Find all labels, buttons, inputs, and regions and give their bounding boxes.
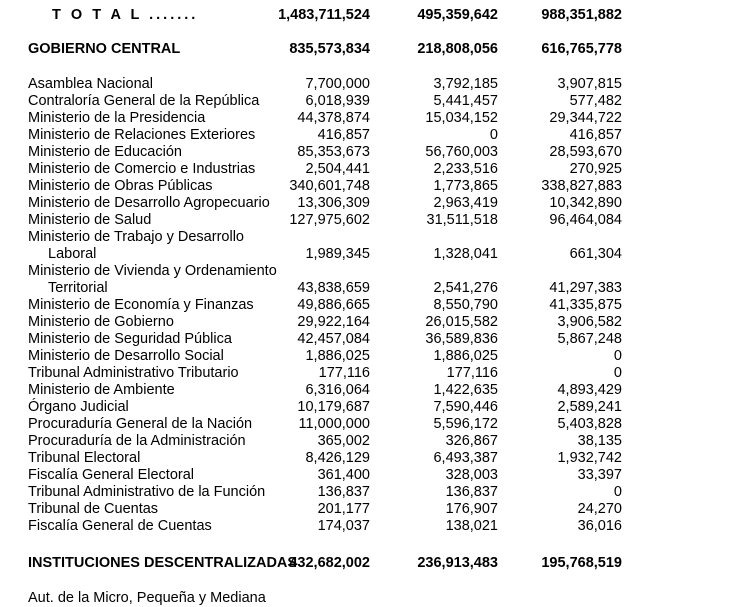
row-c2: 2,233,516 xyxy=(433,161,498,177)
table-row xyxy=(0,416,736,433)
row-c3: 4,893,429 xyxy=(557,382,622,398)
instituciones-c2: 236,913,483 xyxy=(417,555,498,571)
row-c2: 138,021 xyxy=(445,518,498,534)
row-c3: 41,335,875 xyxy=(549,297,622,313)
row-c1: 11,000,000 xyxy=(298,416,370,432)
row-c3: 96,464,084 xyxy=(549,212,622,228)
row-c1: 136,837 xyxy=(317,484,370,500)
table-row xyxy=(0,365,736,382)
table-row xyxy=(0,246,736,263)
table-row xyxy=(0,212,736,229)
row-c2: 5,441,457 xyxy=(433,93,498,109)
table-row xyxy=(0,331,736,348)
table-row xyxy=(0,195,736,212)
row-label: Ministerio de Economía y Finanzas xyxy=(28,297,254,313)
row-label: Asamblea Nacional xyxy=(28,76,153,92)
row-c1: 43,838,659 xyxy=(297,280,370,296)
row-c1: 7,700,000 xyxy=(305,76,370,92)
table-row xyxy=(0,93,736,110)
table-row xyxy=(0,144,736,161)
row-c1: 174,037 xyxy=(317,518,370,534)
row-label: Ministerio de la Presidencia xyxy=(28,110,206,126)
row-label: Ministerio de Gobierno xyxy=(28,314,174,330)
gobierno-central-row xyxy=(0,41,736,58)
row-c2: 26,015,582 xyxy=(425,314,498,330)
row-label: Fiscalía General de Cuentas xyxy=(28,518,212,534)
row-c3: 36,016 xyxy=(577,518,622,534)
row-c3: 3,906,582 xyxy=(557,314,622,330)
row-label: Procuraduría de la Administración xyxy=(28,433,246,449)
instituciones-c3: 195,768,519 xyxy=(541,555,622,571)
table-row xyxy=(0,518,736,535)
row-c2: 326,867 xyxy=(445,433,498,449)
row-c3: 0 xyxy=(613,348,622,364)
table-row xyxy=(0,467,736,484)
row-c1: 1,989,345 xyxy=(305,246,370,262)
row-c3: 38,135 xyxy=(577,433,622,449)
row-label: Laboral xyxy=(48,246,97,262)
row-c3: 24,270 xyxy=(577,501,622,517)
row-c1: 6,018,939 xyxy=(305,93,370,109)
row-c2: 176,907 xyxy=(445,501,498,517)
row-c1: 201,177 xyxy=(317,501,370,517)
row-c3: 270,925 xyxy=(569,161,622,177)
row-label: Ministerio de Educación xyxy=(28,144,182,160)
row-c2: 15,034,152 xyxy=(425,110,498,126)
row-c1: 29,922,164 xyxy=(297,314,370,330)
row-label: Tribunal Administrativo Tributario xyxy=(28,365,239,381)
row-c1: 1,886,025 xyxy=(305,348,370,364)
row-label: Tribunal Administrativo de la Función xyxy=(28,484,266,500)
row-c3: 5,403,828 xyxy=(557,416,622,432)
gobierno-central-c1: 835,573,834 xyxy=(289,41,370,57)
row-label: Contraloría General de la República xyxy=(28,93,260,109)
total-c2: 495,359,642 xyxy=(417,7,498,23)
row-c2: 8,550,790 xyxy=(433,297,498,313)
row-c3: 10,342,890 xyxy=(549,195,622,211)
row-c3: 1,932,742 xyxy=(557,450,622,466)
instituciones-label: INSTITUCIONES DESCENTRALIZADAS xyxy=(28,555,298,571)
table-row xyxy=(0,280,736,297)
row-c2: 56,760,003 xyxy=(425,144,498,160)
row-c2: 1,773,865 xyxy=(433,178,498,194)
table-row xyxy=(0,501,736,518)
row-c3: 2,589,241 xyxy=(557,399,622,415)
gobierno-central-label: GOBIERNO CENTRAL xyxy=(28,41,181,57)
row-label: Ministerio de Relaciones Exteriores xyxy=(28,127,256,143)
row-c1: 177,116 xyxy=(318,365,370,381)
table-row xyxy=(0,314,736,331)
row-c1: 361,400 xyxy=(317,467,370,483)
row-label: Territorial xyxy=(48,280,108,296)
table-row xyxy=(0,127,736,144)
row-c2: 3,792,185 xyxy=(433,76,498,92)
row-label: Ministerio de Salud xyxy=(28,212,152,228)
row-c2: 177,116 xyxy=(446,365,498,381)
total-c3: 988,351,882 xyxy=(541,7,622,23)
row-c1: 8,426,129 xyxy=(305,450,370,466)
row-c3: 5,867,248 xyxy=(557,331,622,347)
trailing-row xyxy=(0,590,736,607)
table-row xyxy=(0,161,736,178)
row-label: Tribunal Electoral xyxy=(28,450,141,466)
table-row xyxy=(0,484,736,501)
table-row xyxy=(0,263,736,280)
row-c2: 1,422,635 xyxy=(433,382,498,398)
row-c2: 31,511,518 xyxy=(426,212,498,228)
row-c1: 365,002 xyxy=(317,433,370,449)
row-c2: 2,541,276 xyxy=(433,280,498,296)
table-row xyxy=(0,76,736,93)
table-row xyxy=(0,297,736,314)
row-c3: 29,344,722 xyxy=(549,110,622,126)
row-label: Ministerio de Comercio e Industrias xyxy=(28,161,256,177)
table-row xyxy=(0,433,736,450)
row-c1: 42,457,084 xyxy=(297,331,370,347)
instituciones-c1: 432,682,002 xyxy=(289,555,370,571)
row-c3: 41,297,383 xyxy=(549,280,622,296)
row-label: Órgano Judicial xyxy=(28,399,129,415)
row-c3: 577,482 xyxy=(569,93,622,109)
row-c2: 5,596,172 xyxy=(433,416,498,432)
row-c1: 127,975,602 xyxy=(289,212,370,228)
row-c1: 10,179,687 xyxy=(297,399,370,415)
row-c2: 1,886,025 xyxy=(433,348,498,364)
table-row xyxy=(0,382,736,399)
row-label: Ministerio de Ambiente xyxy=(28,382,175,398)
row-c2: 2,963,419 xyxy=(433,195,498,211)
row-label: Ministerio de Desarrollo Agropecuario xyxy=(28,195,270,211)
instituciones-row xyxy=(0,555,736,572)
table-row xyxy=(0,178,736,195)
row-c3: 28,593,670 xyxy=(549,144,622,160)
row-label: Ministerio de Desarrollo Social xyxy=(28,348,224,364)
row-c2: 36,589,836 xyxy=(425,331,498,347)
row-c3: 3,907,815 xyxy=(557,76,622,92)
row-c1: 2,504,441 xyxy=(305,161,370,177)
row-c1: 85,353,673 xyxy=(297,144,370,160)
row-c1: 49,886,665 xyxy=(297,297,370,313)
total-row xyxy=(0,7,736,24)
row-c3: 416,857 xyxy=(569,127,622,143)
total-c1: 1,483,711,524 xyxy=(278,7,370,23)
row-label: Tribunal de Cuentas xyxy=(28,501,159,517)
table-row xyxy=(0,229,736,246)
total-label: T O T A L ....... xyxy=(52,7,199,23)
row-label: Procuraduría General de la Nación xyxy=(28,416,253,432)
table-row xyxy=(0,110,736,127)
row-c3: 338,827,883 xyxy=(541,178,622,194)
row-label: Ministerio de Vivienda y Ordenamiento xyxy=(28,263,277,279)
gobierno-central-c3: 616,765,778 xyxy=(541,41,622,57)
row-c2: 6,493,387 xyxy=(433,450,498,466)
row-c2: 328,003 xyxy=(445,467,498,483)
row-c1: 13,306,309 xyxy=(297,195,370,211)
row-c2: 7,590,446 xyxy=(433,399,498,415)
gobierno-central-c2: 218,808,056 xyxy=(417,41,498,57)
row-label: Ministerio de Seguridad Pública xyxy=(28,331,232,347)
row-c3: 0 xyxy=(613,365,622,381)
table-row xyxy=(0,450,736,467)
table-row xyxy=(0,348,736,365)
row-c2: 136,837 xyxy=(445,484,498,500)
table-row xyxy=(0,399,736,416)
row-c1: 44,378,874 xyxy=(297,110,370,126)
row-c2: 1,328,041 xyxy=(433,246,498,262)
row-c2: 0 xyxy=(489,127,498,143)
row-c3: 0 xyxy=(613,484,622,500)
row-c1: 6,316,064 xyxy=(305,382,370,398)
row-label: Ministerio de Obras Públicas xyxy=(28,178,213,194)
row-label: Fiscalía General Electoral xyxy=(28,467,195,483)
row-c3: 661,304 xyxy=(569,246,622,262)
row-c1: 340,601,748 xyxy=(289,178,370,194)
row-c1: 416,857 xyxy=(317,127,370,143)
row-label: Ministerio de Trabajo y Desarrollo xyxy=(28,229,244,245)
trailing-label: Aut. de la Micro, Pequeña y Mediana xyxy=(28,590,266,606)
row-c3: 33,397 xyxy=(577,467,622,483)
